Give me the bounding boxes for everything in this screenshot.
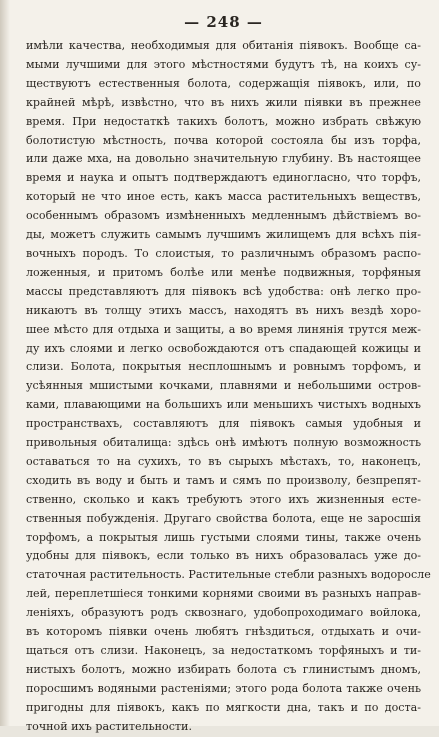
text-line: нистыхъ болотъ, можно избирать болота съ глинистымъ дномъ, bbox=[26, 662, 421, 676]
text-line: леніяхъ, образуютъ родъ сквознаго, удобопроходимаго войлока, bbox=[26, 606, 421, 620]
text-line: ду ихъ слоями и легко освобождаются отъ спадающей кожицы и bbox=[26, 341, 421, 355]
text-line: въ которомъ піявки очень любятъ гнѣздиться, отдыхать и очи- bbox=[26, 625, 421, 639]
text-line: усѣянныя мшистыми кочками, плавнями и небольшими остров- bbox=[26, 379, 421, 393]
text-line: удобны для піявокъ, если только въ нихъ образовалась уже до- bbox=[26, 549, 421, 563]
text-line: ложенныя, и притомъ болѣе или менѣе подвижныя, торфяныя bbox=[26, 265, 421, 279]
text-line: ды, можетъ служить самымъ лучшимъ жилищемъ для всѣхъ пія- bbox=[26, 228, 421, 242]
text-line: который не что иное есть, какъ масса растительныхъ веществъ, bbox=[26, 190, 421, 204]
body-text bbox=[26, 37, 431, 737]
text-line: время и наука и опытъ подтверждаютъ единогласно, что торфъ, bbox=[26, 171, 421, 185]
text-line: вочныхъ породъ. То слоистыя, то различнымъ образомъ распо- bbox=[26, 246, 421, 260]
text-line: или даже мха, на довольно значительную глубину. Въ настоящее bbox=[26, 152, 421, 166]
text-line: болотистую мѣстность, почва которой состояла бы изъ торфа, bbox=[26, 133, 421, 147]
text-line: особеннымъ образомъ измѣненныхъ медленнымъ дѣйствіемъ во- bbox=[26, 209, 421, 223]
text-line: ственно, сколько и какъ требуютъ этого ихъ жизненныя есте- bbox=[26, 492, 421, 506]
text-line: ственныя побужденія. Другаго свойства болота, еще не заросшія bbox=[26, 511, 421, 525]
text-line: крайней мѣрѣ, извѣстно, что въ нихъ жили піявки въ прежнее bbox=[26, 95, 421, 109]
text-line: пригодны для піявокъ, какъ по мягкости дна, такъ и по доста- bbox=[26, 700, 421, 714]
text-line: ками, плавающими на большихъ или меньшихъ чистыхъ водныхъ bbox=[26, 398, 421, 412]
text-line: мыми лучшими для этого мѣстностями будутъ тѣ, на коихъ су- bbox=[26, 57, 421, 71]
text-line: пространствахъ, составляютъ для піявокъ самыя удобныя и bbox=[26, 417, 421, 431]
text-line: лей, переплетшіеся тонкими корнями своими въ разныхъ направ- bbox=[26, 587, 421, 601]
page-number: — 248 — bbox=[184, 13, 263, 31]
text-line: щаться отъ слизи. Наконецъ, за недостаткомъ торфяныхъ и ти- bbox=[26, 644, 421, 657]
text-line: шее мѣсто для отдыха и защиты, а во время линянія трутся меж- bbox=[26, 322, 421, 336]
text-line: привольныя обиталища: здѣсь онѣ имѣютъ полную возможность bbox=[26, 436, 421, 450]
text-line: имѣли качества, необходимыя для обитанія піявокъ. Вообще са- bbox=[26, 39, 421, 52]
text-line: статочная растительность. Растительные стебли разныхъ водоросле bbox=[26, 568, 431, 582]
text-line: торфомъ, а покрытыя лишь густыми слоями тины, также очень bbox=[26, 530, 421, 544]
text-line: оставаться то на сухихъ, то въ сырыхъ мѣстахъ, то, наконецъ, bbox=[26, 454, 421, 468]
text-line: сходить въ воду и быть и тамъ и сямъ по произволу, безпрепят- bbox=[26, 473, 421, 487]
text-line: время. При недостаткѣ такихъ болотъ, можно избрать свѣжую bbox=[26, 114, 421, 128]
text-line: никаютъ въ толщу этихъ массъ, находятъ въ нихъ вездѣ хоро- bbox=[26, 303, 421, 317]
text-line: массы представляютъ для піявокъ всѣ удобства: онѣ легко про- bbox=[26, 284, 421, 298]
text-line: поросшимъ водяными растеніями; этого рода болота также очень bbox=[26, 681, 421, 695]
text-line: слизи. Болота, покрытыя несплошнымъ и ровнымъ торфомъ, и bbox=[26, 360, 421, 374]
text-line: ществуютъ естественныя болота, содержащія піявокъ, или, по bbox=[26, 76, 421, 90]
text-line: точной ихъ растительности. bbox=[26, 719, 192, 733]
